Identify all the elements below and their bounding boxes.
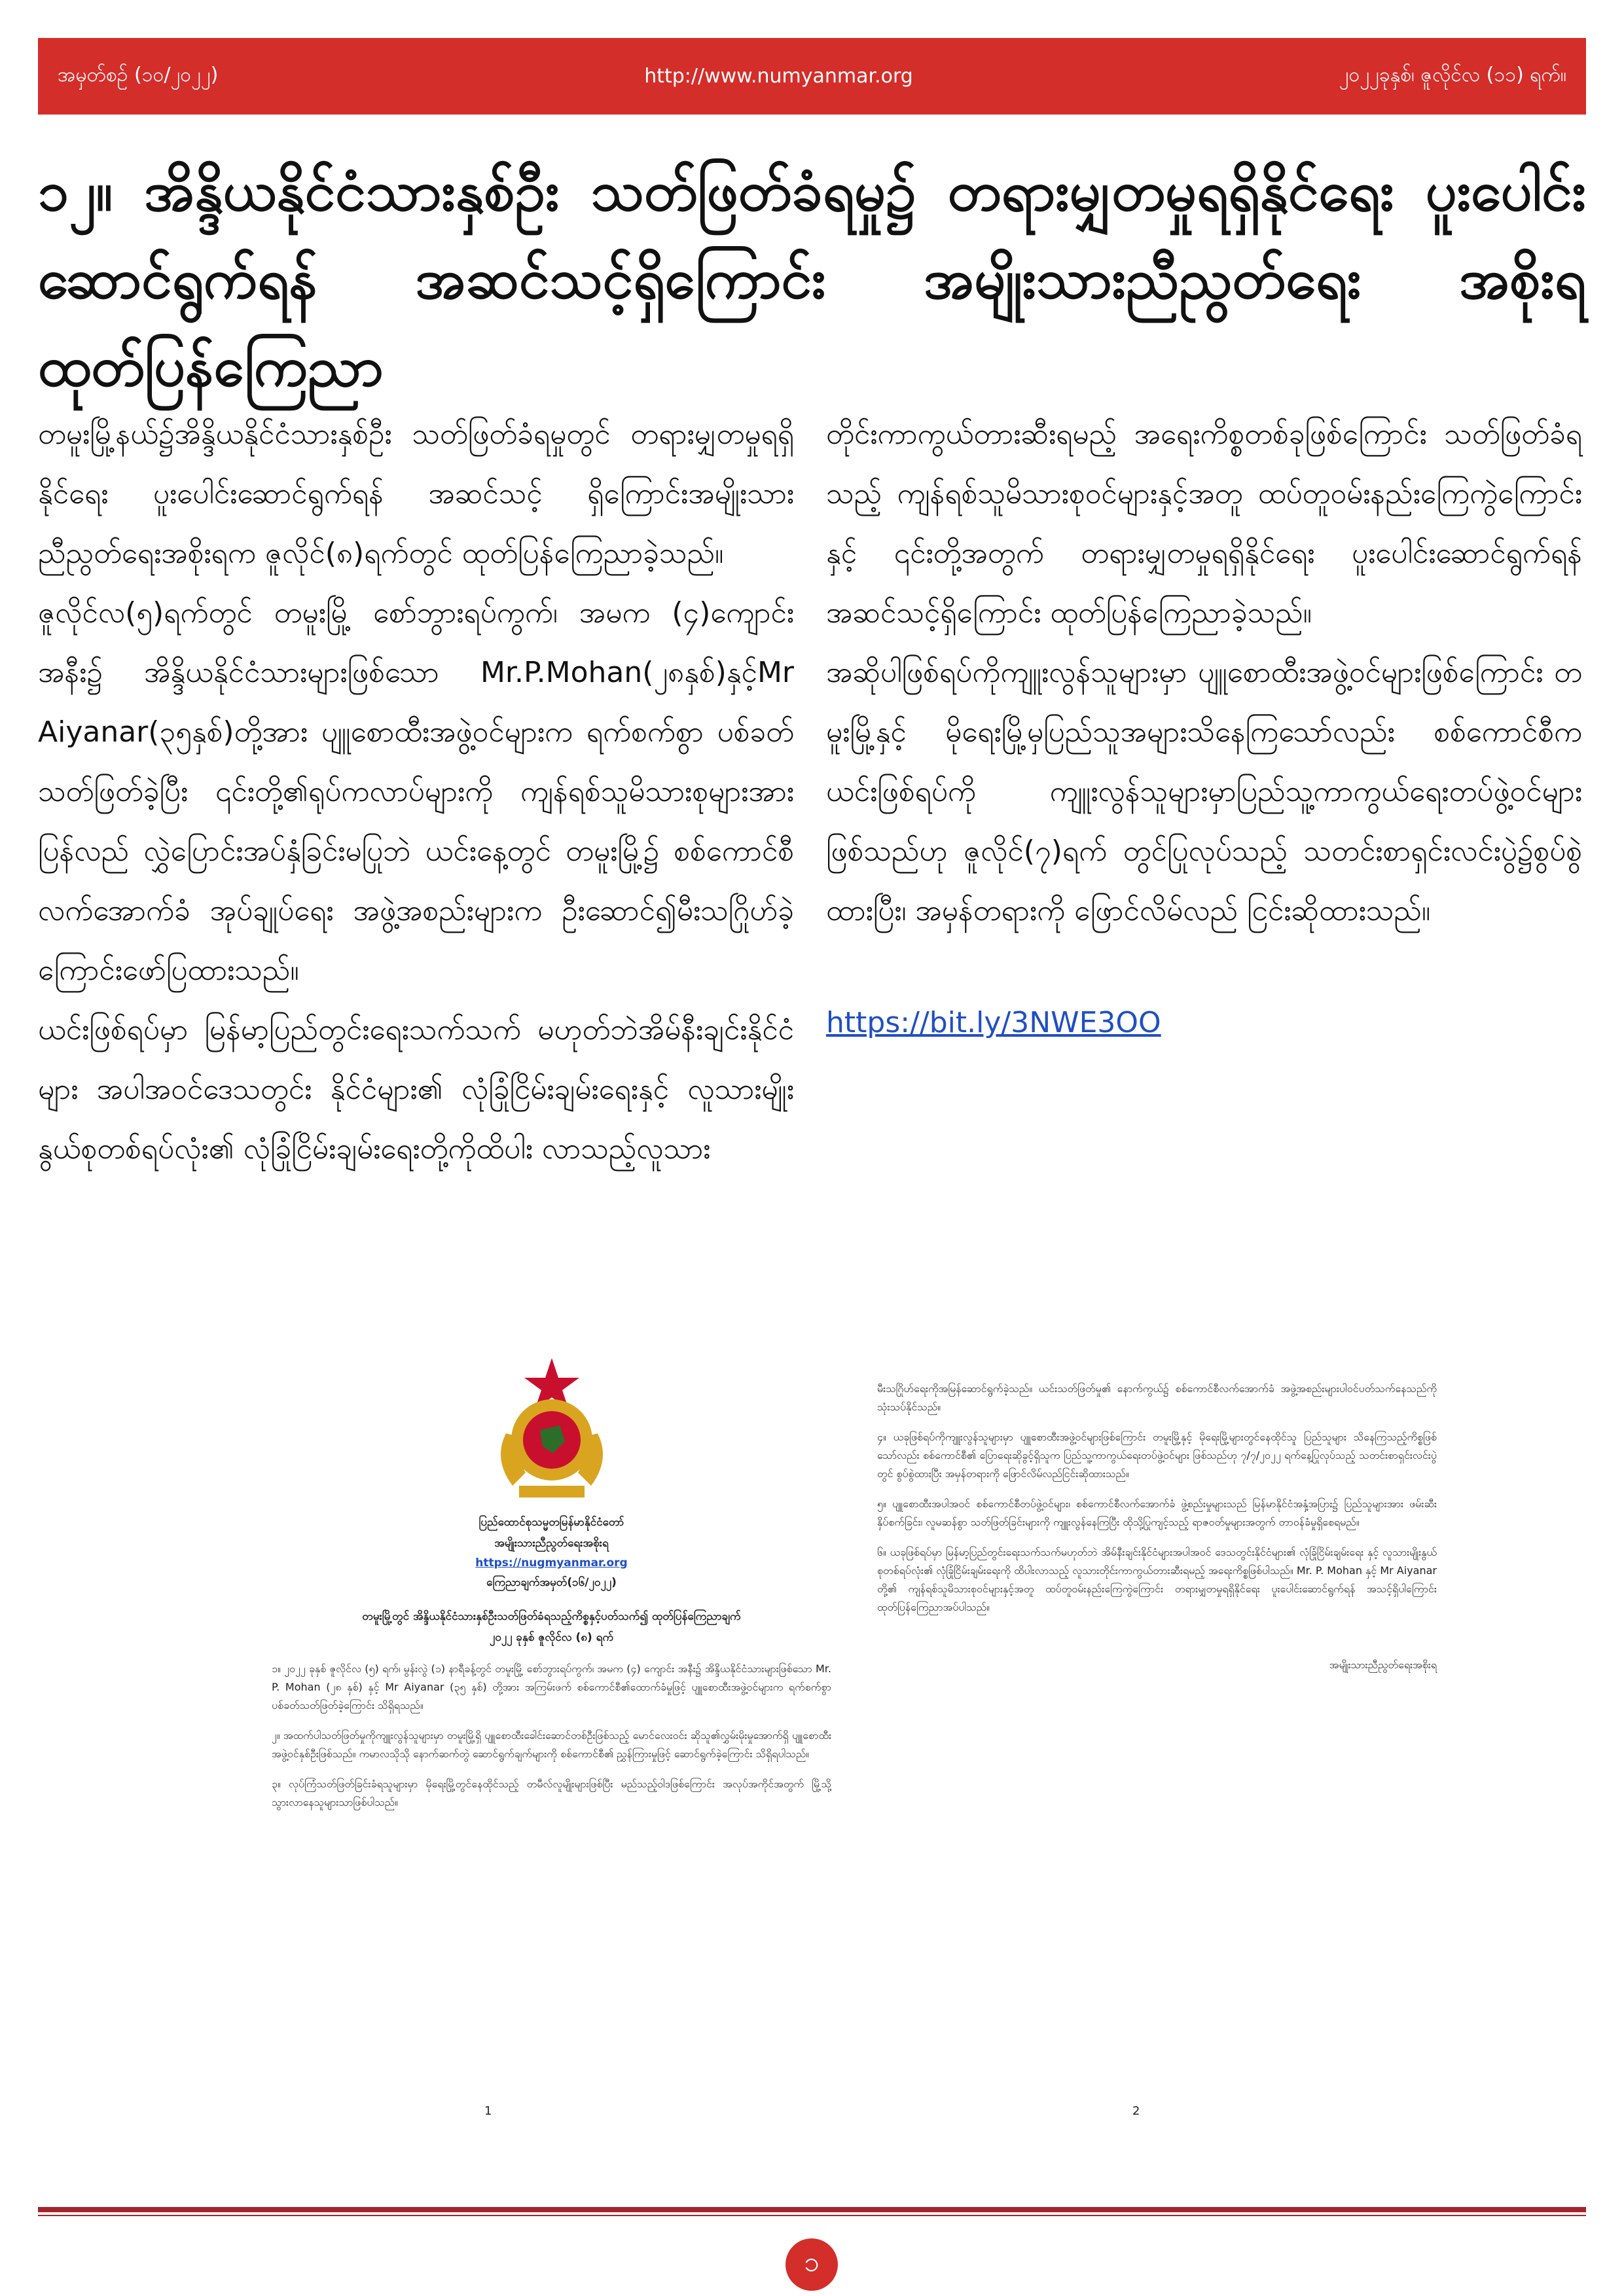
statement-paragraph: ၁။ ၂၀၂၂ ခုနှစ် ဇူလိုင်လ (၅) ရက်၊ မွန်းလွဲ (၁) နာရီခန့်တွင် တမူးမြို့ စော်ဘွားရပ်ကွက်၊ အမက (၄) ကျောင်း အနီး၌ အိန္ဒိယနိုင်ငံသားများဖြစ်သော Mr. P. Mohan (၂၈ နှစ်) နှင့် Mr Aiyanar (၃၅ နှစ်) တို့အား အကြမ်းဖက် စစ်ကောင်စီ၏ထောက်ခံမှုဖြင့် ပျူစောထီးအဖွဲ့ဝင်များက ရက်စက်စွာ ပစ်ခတ်သတ်ဖြတ်ခဲ့ကြောင်း သိရှိရသည်။: [272, 1662, 831, 1712]
issue-number: အမှတ်စဉ် (၁၀/၂၀၂၂): [58, 63, 219, 86]
footer-divider: [38, 2215, 1586, 2216]
left-column: [38, 404, 794, 1179]
statement-page-1: [259, 1335, 844, 2121]
paragraph: ယင်းဖြစ်ရပ်မှာ မြန်မာ့ပြည်တွင်းရေးသက်သက် မဟုတ်ဘဲအိမ်နီးချင်းနိုင်ငံများ အပါအဝင်ဒေသတွင်း နိုင်ငံများ၏ လုံခြုံငြိမ်းချမ်းရေးနှင့် လူသားမျိုးနွယ်စုတစ်ရပ်လုံး၏ လုံခြုံငြိမ်းချမ်းရေးတို့ကိုထိပါး လာသည့်လူသား: [38, 1013, 794, 1166]
statement-paragraph: ၂။ အထက်ပါသတ်ဖြတ်မှုကိုကျူးလွန်သူများမှာ တမူးမြို့ရှိ ပျူစောထီးခေါင်းဆောင်တစ်ဦးဖြစ်သည့် မောင်လေးဝင်း ဆိုသူ၏လွှမ်းမိုးမှုအောက်ရှိ ပျူစောထီးအဖွဲ့ဝင်နှစ်ဦးဖြစ်သည်။ ကမာလသိုသို နောက်ဆက်တွဲ ဆောင်ရွက်ချက်များကို စစ်ကောင်စီ၏ ညွှန်ကြားမှုဖြင့် ဆောင်ရွက်ခဲ့ကြောင်း သိရှိရပါသည်။: [272, 1729, 831, 1760]
header-bar: [38, 38, 1586, 115]
statement-page-number: 2: [1132, 2104, 1140, 2118]
statement-page-number: 1: [484, 2104, 492, 2118]
paragraph: ဇူလိုင်လ(၅)ရက်တွင် တမူးမြို့ စော်ဘွားရပ်ကွက်၊ အမက (၄)ကျောင်း အနီး၌ အိန္ဒိယနိုင်ငံသားများဖြစ်သော Mr.P.Mohan(၂၈နှစ်)နှင့်Mr Aiyanar(၃၅နှစ်)တို့အား ပျူစောထီးအဖွဲ့ဝင်များက ရက်စက်စွာ ပစ်ခတ်သတ်ဖြတ်ခဲ့ပြီး ၎င်းတို့၏ရုပ်ကလာပ်များကို ကျန်ရစ်သူမိသားစုများအား ပြန်လည် လွှဲပြောင်းအပ်နှံခြင်းမပြုဘဲ ယင်းနေ့တွင် တမူးမြို့၌ စစ်ကောင်စီလက်အောက်ခံ အုပ်ချုပ်ရေး အဖွဲ့အစည်းများက ဦးဆောင်၍မီးသဂြိုဟ်ခဲ့ကြောင်းဖော်ပြထားသည်။: [38, 596, 794, 987]
statement-paragraph: ၄။ ယခုဖြစ်ရပ်ကိုကျူးလွန်သူများမှာ ပျူစောထီးအဖွဲ့ဝင်များဖြစ်ကြောင်း တမူးမြို့နှင့် မိုရေးမြို့များတွင်နေထိုင်သူ ပြည်သူများ သိနေကြသည့်ကိစ္စဖြစ်သော်လည်း စစ်ကောင်စီ၏ ပြောရေးဆိုခွင့်ရှိသူက ပြည်သူ့ကာကွယ်ရေးတပ်ဖွဲ့ဝင်များ ဖြစ်သည်ဟု ၇/၇/၂၀၂၂ ရက်နေ့ပြုလုပ်သည့် သတင်းစာရှင်းလင်းပွဲတွင် စွပ်စွဲထားပြီး အမှန်တရားကို ဖြောင်လိမ်လည်ငြင်းဆိုထားသည်။: [877, 1431, 1437, 1480]
state-emblem-icon: [480, 1355, 624, 1505]
gov-url[interactable]: https://nugmyanmar.org: [475, 1556, 628, 1570]
website-url[interactable]: http://www.numyanmar.org: [644, 65, 913, 88]
statement-date: ၂၀၂၂ ခုနှစ် ဇူလိုင်လ (၈) ရက်: [489, 1631, 614, 1644]
gov-name: အမျိုးသားညီညွတ်ရေးအစိုးရ: [494, 1537, 609, 1550]
article-title: ၁၂။ အိန္ဒိယနိုင်ငံသားနှစ်ဦး သတ်ဖြတ်ခံရမှု၌ တရားမျှတမှုရရှိနိုင်ရေး ပူးပေါင်းဆောင်ရွက်ရန် အဆင်သင့်ရှိကြောင်း အမျိုးသားညီညွတ်ရေး အစိုးရထုတ်ပြန်ကြေညာ: [38, 159, 1586, 399]
statement-page-2: [864, 1368, 1450, 2153]
paragraph: အဆိုပါဖြစ်ရပ်ကိုကျူးလွန်သူများမှာ ပျူစောထီးအဖွဲ့ဝင်များဖြစ်ကြောင်း တမူးမြို့နှင့် မိုရေးမြို့မှပြည်သူအများသိနေကြသော်လည်း စစ်ကောင်စီက ယင်းဖြစ်ရပ်ကို ကျူးလွန်သူများမှာပြည်သူ့ကာကွယ်ရေးတပ်ဖွဲ့ဝင်များ ဖြစ်သည်ဟု ဇူလိုင်(၇)ရက် တွင်ပြုလုပ်သည့် သတင်းစာရှင်းလင်းပွဲ၌စွပ်စွဲထားပြီး၊ အမှန်တရားကို ဖြောင်လိမ်လည် ငြင်းဆိုထားသည်။: [826, 656, 1582, 927]
page-number-badge: ၁: [785, 2238, 838, 2291]
statement-paragraph: ၅။ ပျူစောထီးအပါအဝင် စစ်ကောင်စီတပ်ဖွဲ့ဝင်များ၊ စစ်ကောင်စီလက်အောက်ခံ ဖွဲ့စည်းမှုများသည် မြန်မာနိုင်ငံအနှံ့အပြား၌ ပြည်သူများအား ဖမ်းဆီးနှိပ်စက်ခြင်း၊ လူမဆန်စွာ သတ်ဖြတ်ခြင်းများကို ကျူးလွန်နေကြပြီး ထိုသို့ပြုကျင့်သည့် ရာဇဝတ်မှုများအတွက် တာဝန်ခံမှုရှိစေရမည်။: [877, 1498, 1437, 1528]
paragraph: တမူးမြို့နယ်၌အိန္ဒိယနိုင်ငံသားနှစ်ဦး သတ်ဖြတ်ခံရမှုတွင် တရားမျှတမှုရရှိနိုင်ရေး ပူးပေါင်းဆောင်ရွက်ရန် အဆင်သင့် ရှိကြောင်းအမျိုးသားညီညွတ်ရေးအစိုးရက ဇူလိုင်(၈)ရက်တွင် ထုတ်ပြန်ကြေညာခဲ့သည်။: [38, 418, 794, 570]
footer-divider: [38, 2207, 1586, 2212]
statement-paragraph: ၃။ လုပ်ကြံသတ်ဖြတ်ခြင်းခံရသူများမှာ မိုရေးမြို့တွင်နေထိုင်သည့် တမီလ်လူမျိုးများဖြစ်ပြီး မည်သည့်ဝါဒဖြစ်ကြောင်း အလုပ်အကိုင်အတွက် မြို့သို့ သွားလာနေသူများသာဖြစ်ပါသည်။: [272, 1778, 831, 1808]
statement-subject: တမူးမြို့တွင် အိန္ဒိယနိုင်ငံသားနှစ်ဦးသတ်ဖြတ်ခံရသည့်ကိစ္စနှင့်ပတ်သက်၍ ထုတ်ပြန်ကြေညာချက်: [362, 1610, 741, 1623]
statement-paragraph: ၆။ ယခုဖြစ်ရပ်မှာ မြန်မာ့ပြည်တွင်းရေးသက်သက်မဟုတ်ဘဲ အိမ်နီးချင်းနိုင်ငံများအပါအဝင် ဒေသတွင်းနိုင်ငံများ၏ လုံခြုံငြိမ်းချမ်းရေး နှင့် လူသားမျိုးနွယ်စုတစ်ရပ်လုံး၏ လုံခြုံငြိမ်းချမ်းရေးကို ထိပါးလာသည့် လူသားတိုင်းကာကွယ်တားဆီးရမည့် အရေးကိစ္စဖြစ်ပါသည်။ Mr. P. Mohan နှင့် Mr Aiyanar တို့၏ ကျန်ရစ်သူမိသားစုဝင်များနှင့်အတူ ထပ်တူဝမ်းနည်းကြေကွဲကြောင်း တရားမျှတမှုရရှိနိုင်ရေး ပူးပေါင်းဆောင်ရွက်ရန် အသင့်ရှိပါကြောင်း ထုတ်ပြန်ကြေညာအပ်ပါသည်။: [877, 1546, 1437, 1613]
org-name: ပြည်ထောင်စုသမ္မတမြန်မာနိုင်ငံတော်: [478, 1516, 624, 1529]
issue-date: ၂၀၂၂ခုနှစ်၊ ဇူလိုင်လ (၁၁) ရက်။: [1339, 63, 1566, 86]
statement-number: ကြေညာချက်အမှတ်(၁၆/၂၀၂၂): [486, 1576, 617, 1589]
source-link[interactable]: https://bit.ly/3NWE3OO: [826, 1006, 1161, 1039]
paragraph: တိုင်းကာကွယ်တားဆီးရမည့် အရေးကိစ္စတစ်ခုဖြစ်ကြောင်း သတ်ဖြတ်ခံရသည့် ကျန်ရစ်သူမိသားစုဝင်များနှင့်အတူ ထပ်တူဝမ်းနည်းကြေကွဲကြောင်းနှင့် ၎င်းတို့အတွက် တရားမျှတမှုရရှိနိုင်ရေး ပူးပေါင်းဆောင်ရွက်ရန်အဆင်သင့်ရှိကြောင်း ထုတ်ပြန်ကြေညာခဲ့သည်။: [826, 418, 1582, 630]
statement-paragraph: မီးသဂြိုဟ်ရေးကိုအမြန်ဆောင်ရွက်ခဲ့သည်။ ယင်းသတ်ဖြတ်မှု၏ နောက်ကွယ်၌ စစ်ကောင်စီလက်အောက်ခံ အဖွဲ့အစည်းများပါဝင်ပတ်သက်နေသည်ကို သုံးသပ်နိုင်သည်။: [877, 1382, 1437, 1413]
right-column: [826, 404, 1582, 1052]
statement-signature: အမျိုးသားညီညွတ်ရေးအစိုးရ: [1329, 1659, 1437, 1671]
